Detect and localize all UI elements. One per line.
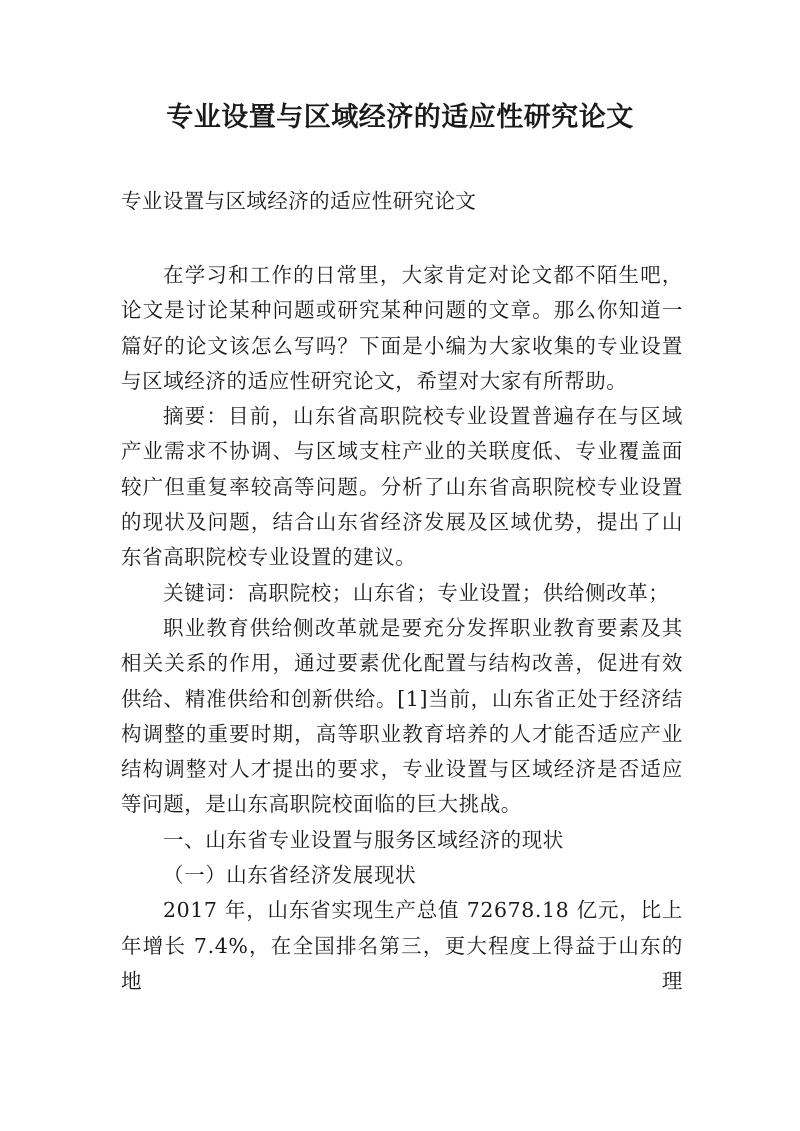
document-title: 专业设置与区域经济的适应性研究论文 <box>166 102 634 133</box>
abstract-paragraph: 摘要：目前，山东省高职院校专业设置普遍存在与区域产业需求不协调、与区域支柱产业的关联度低、专业覆盖面较广但重复率较高等问题。分析了山东省高职院校专业设置的现状及问题，结合山东省经济发展及区域优势，提出了山东省高职院校专业设置的建议。 <box>121 404 683 570</box>
subsection-heading: （一）山东省经济发展现状 <box>163 863 417 888</box>
body-paragraph: 职业教育供给侧改革就是要充分发挥职业教育要素及其相关关系的作用，通过要素优化配置与结构改善，促进有效供给、精准供给和创新供给。[1]当前，山东省正处于经济结构调整的重要时期，高等职业教育培养的人才能否适应产业结构调整对人才提出的要求，专业设置与区域经济是否适应等问题，是山东高职院校面临的巨大挑战。 <box>121 615 683 817</box>
intro-paragraph: 在学习和工作的日常里，大家肯定对论文都不陌生吧，论文是讨论某种问题或研究某种问题的文章。那么你知道一篇好的论文该怎么写吗？下面是小编为大家收集的专业设置与区域经济的适应性研究论文，希望对大家有所帮助。 <box>121 263 683 393</box>
document-body <box>121 258 683 999</box>
keywords-paragraph: 关键词：高职院校；山东省；专业设置；供给侧改革； <box>163 580 670 605</box>
body-paragraph-economy: 2017 年，山东省实现生产总值 72678.18 亿元，比上年增长 7.4%，在全国排名第三，更大程度上得益于山东的地理 <box>121 898 683 993</box>
document-subtitle: 专业设置与区域经济的适应性研究论文 <box>121 189 477 213</box>
section-heading: 一、山东省专业设置与服务区域经济的现状 <box>163 827 564 852</box>
